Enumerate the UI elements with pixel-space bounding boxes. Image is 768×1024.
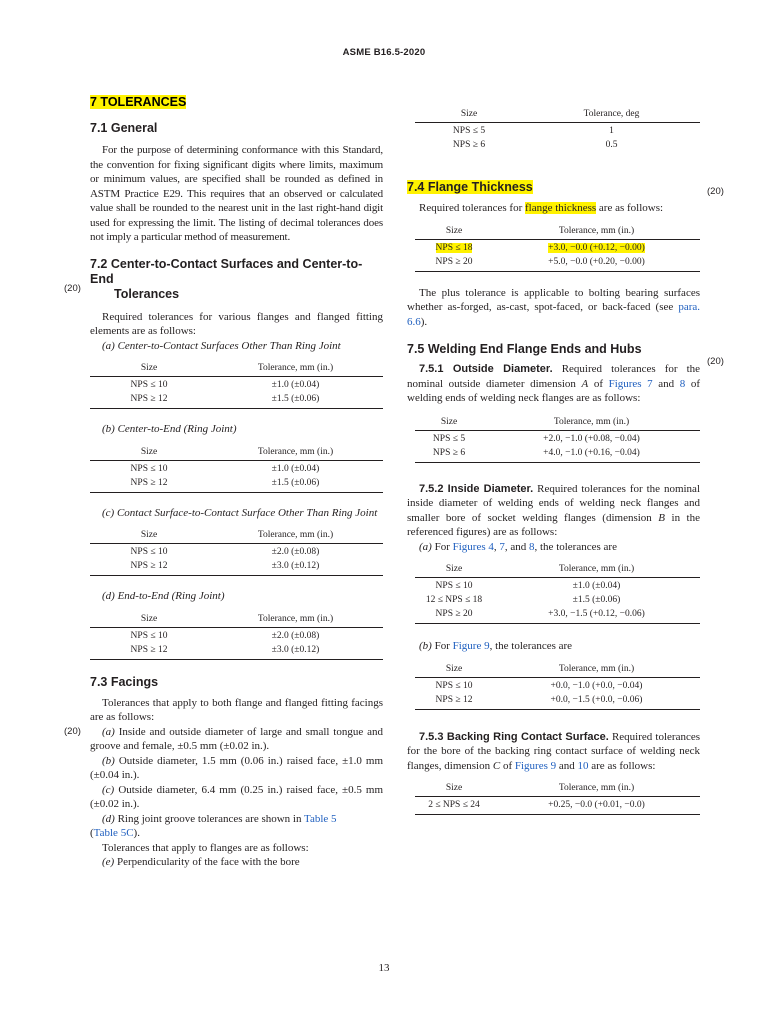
link-figure-9[interactable]: Figure 9	[452, 640, 490, 652]
table-cell: 12 ≤ NPS ≤ 18	[425, 595, 483, 605]
table-row	[415, 677, 700, 693]
link-table-5[interactable]: Table 5	[304, 812, 337, 825]
table-header-row	[90, 446, 383, 461]
item-7-3-a: (a) Inside and outside diameter of large and small tongue and groove and female, ±0.5 mm (±0.02 in.).	[90, 725, 383, 752]
table-header-row	[415, 563, 700, 578]
running-header: ASME B16.5-2020	[342, 47, 426, 58]
table-header-cell: Size	[90, 529, 208, 544]
table-row	[415, 239, 700, 255]
table-7-4	[415, 225, 700, 272]
table-cell: +0.25, −0.0 (+0.01, −0.0)	[493, 797, 700, 815]
table-row	[90, 544, 383, 560]
table-cell: NPS ≤ 5	[432, 433, 466, 444]
table-cell: +2.0, −1.0 (+0.08, −0.04)	[543, 433, 640, 444]
item-7-5-2-a: (a) For Figures 4, 7, and 8, the tolerances are	[419, 540, 617, 553]
table-cell: 2 ≤ NPS ≤ 24	[415, 797, 493, 815]
table-header-cell: Tolerance, mm (in.)	[208, 613, 383, 628]
item-7-3-b: (b) Outside diameter, 1.5 mm (0.06 in.) raised face, ±1.0 mm (±0.04 in.).	[90, 754, 384, 781]
right-column	[407, 108, 700, 815]
table-perpendicularity	[415, 108, 700, 154]
section-7-1-title: 7.1 General	[90, 121, 158, 135]
table-cell: NPS ≥ 20	[415, 607, 493, 624]
table-header-row	[90, 613, 383, 628]
table-7-2-d	[90, 613, 383, 660]
table-row	[415, 693, 700, 710]
table-header-cell: Tolerance, mm (in.)	[493, 663, 700, 678]
section-7-5-1-text: 7.5.1 Outside Diameter. Required tolerances for the nominal outside diameter dimension A of Figures 7 and 8 of welding ends of welding neck flanges are as follows:	[407, 363, 701, 404]
link-figures-7[interactable]: Figures 7	[608, 377, 653, 390]
table-header-cell: Size	[415, 225, 493, 240]
section-7-2-title: 7.2 Center-to-Contact Surfaces and Center-to-End Tolerances	[90, 256, 363, 301]
section-7-3-title: 7.3 Facings	[90, 674, 159, 689]
table-header-row	[415, 782, 700, 797]
table-7-5-3	[415, 782, 700, 815]
table-cell: ±3.0 (±0.12)	[208, 559, 383, 576]
table-cell: ±3.0 (±0.12)	[208, 643, 383, 660]
table-cell: NPS ≤ 10	[435, 680, 473, 691]
item-7-2-a: (a) Center-to-Contact Surfaces Other Than Ring Joint	[102, 339, 341, 352]
item-7-2-b: (b) Center-to-End (Ring Joint)	[102, 423, 237, 435]
section-7-3-flanges: Tolerances that apply to flanges are as follows:	[102, 841, 309, 854]
table-row	[90, 627, 383, 643]
table-cell: +4.0, −1.0 (+0.16, −0.04)	[483, 446, 700, 463]
item-7-3-e: (e) Perpendicularity of the face with the bore	[102, 856, 300, 868]
table-row	[90, 643, 383, 660]
section-7-1-text: For the purpose of determining conformance with this Standard, the convention for fixing significant digits where limits, maximum or minimum values, are specified shall be rounded as defined in ASTM Practice E29. This requires that an observed or calculated value shall be rounded to the nearest unit in the last right-hand digit used for expressing the limit. The listing of decimal tolerances does not imply a particular method of measurement.	[90, 144, 383, 243]
section-7-4-title: 7.4 Flange Thickness	[407, 180, 533, 194]
section-7-title: 7 TOLERANCES	[90, 95, 187, 109]
edition-mark-7-5: (20)	[707, 356, 724, 367]
table-header-cell: Tolerance, mm (in.)	[483, 416, 700, 431]
table-cell: NPS ≤ 10	[130, 547, 168, 557]
table-row	[90, 460, 383, 476]
table-7-2-b	[90, 446, 383, 493]
table-row	[415, 138, 700, 154]
item-7-2-d: (d) End-to-End (Ring Joint)	[102, 590, 225, 602]
table-cell: NPS ≤ 10	[435, 581, 473, 591]
table-cell: +3.0, −0.0 (+0.12, −0.00)	[548, 242, 645, 253]
table-cell: ±1.0 (±0.04)	[572, 581, 621, 591]
table-cell: NPS ≥ 12	[415, 693, 493, 710]
table-header-cell: Size	[90, 446, 208, 461]
table-cell: NPS ≥ 20	[415, 255, 493, 272]
left-column	[90, 95, 383, 870]
section-7-5-2-text: 7.5.2 Inside Diameter. Required tolerances for the nominal inside diameter of welding ends of welding neck flanges and smaller bore of socket welding flanges (dimension B in the referenced figures) are as follows:	[407, 482, 700, 538]
table-row	[90, 377, 383, 393]
table-row	[415, 123, 700, 139]
table-7-5-1	[415, 416, 700, 463]
table-cell: NPS ≥ 6	[452, 140, 486, 150]
table-cell: +0.0, −1.5 (+0.0, −0.06)	[493, 693, 700, 710]
table-header-cell: Tolerance, mm (in.)	[493, 782, 700, 797]
table-cell: NPS ≤ 18	[435, 242, 473, 253]
table-cell: NPS ≤ 10	[130, 380, 168, 390]
section-7-4-note: The plus tolerance is applicable to bolting bearing surfaces whether as-forged, as-cast, spot-faced, or back-faced (see para. 6.6).	[407, 286, 700, 328]
item-7-3-c: (c) Outside diameter, 6.4 mm (0.25 in.) raised face, ±0.5 mm (±0.02 in.).	[90, 783, 384, 810]
section-7-5-3-text: 7.5.3 Backing Ring Contact Surface. Required tolerances for the bore of the backing ring contact surface of welding neck flanges, dimension C of Figures 9 and 10 are as follows:	[407, 730, 701, 772]
edition-mark-7-4: (20)	[707, 186, 724, 197]
item-7-3-d: (d) Ring joint groove tolerances are shown in Table 5 (Table 5C).	[90, 812, 337, 839]
edition-mark-7-3: (20)	[64, 726, 81, 737]
table-row	[90, 392, 383, 409]
table-cell: NPS ≥ 12	[90, 392, 208, 409]
table-header-row	[415, 663, 700, 678]
table-header-row	[415, 108, 700, 123]
section-7-3-intro: Tolerances that apply to both flange and flanged fitting facings are as follows:	[90, 696, 383, 723]
table-header-cell: Size	[90, 613, 208, 628]
link-figure-10[interactable]: 10	[577, 759, 589, 772]
table-cell: ±2.0 (±0.08)	[271, 547, 320, 557]
table-header-row	[90, 529, 383, 544]
table-cell: 0.5	[605, 140, 618, 150]
table-header-cell: Size	[415, 663, 493, 678]
table-row	[415, 578, 700, 594]
page-number: 13	[378, 962, 390, 974]
item-7-2-c: (c) Contact Surface-to-Contact Surface Other Than Ring Joint	[102, 506, 378, 519]
table-row	[415, 446, 700, 463]
table-cell: ±2.0 (±0.08)	[271, 630, 320, 641]
section-7-2-intro: Required tolerances for various flanges and flanged fitting elements are as follows:	[90, 310, 383, 337]
table-header-cell: Tolerance, mm (in.)	[493, 563, 700, 578]
table-cell: NPS ≥ 12	[90, 643, 208, 660]
table-row	[90, 559, 383, 576]
table-cell: 1	[609, 126, 614, 136]
table-cell: NPS ≤ 5	[452, 126, 486, 136]
link-figure-8b[interactable]: 8	[529, 540, 535, 553]
link-figure-7[interactable]: 7	[499, 540, 505, 553]
table-7-2-a	[90, 362, 383, 409]
table-cell: ±1.5 (±0.06)	[572, 595, 621, 605]
table-header-cell: Size	[415, 782, 493, 797]
table-row	[415, 797, 700, 815]
link-figures-4[interactable]: Figures 4	[452, 540, 494, 553]
table-cell: ±1.5 (±0.06)	[208, 476, 383, 493]
edition-mark-7-2: (20)	[64, 283, 81, 294]
table-header-cell: Tolerance, mm (in.)	[208, 362, 383, 377]
table-header-cell: Tolerance, mm (in.)	[208, 529, 383, 544]
table-cell: +0.0, −1.0 (+0.0, −0.04)	[550, 680, 643, 691]
table-7-5-2-a	[415, 563, 700, 624]
table-7-5-2-b	[415, 663, 700, 710]
table-cell: NPS ≤ 10	[130, 463, 168, 474]
table-header-row	[90, 362, 383, 377]
table-header-cell: Size	[90, 362, 208, 377]
table-row	[415, 593, 700, 607]
link-table-5c[interactable]: Table 5C	[93, 827, 134, 839]
table-header-row	[415, 225, 700, 240]
table-cell: ±1.0 (±0.04)	[271, 380, 320, 390]
section-7-4-intro: Required tolerances for flange thickness are as follows:	[419, 202, 664, 214]
table-cell: ±1.0 (±0.04)	[271, 463, 320, 474]
table-row	[90, 476, 383, 493]
table-row	[415, 607, 700, 624]
table-7-2-c	[90, 529, 383, 576]
table-cell: NPS ≥ 12	[90, 559, 208, 576]
table-cell: NPS ≤ 10	[130, 630, 168, 641]
table-cell: NPS ≥ 12	[90, 476, 208, 493]
table-header-cell: Size	[415, 108, 523, 123]
link-para-6-6[interactable]: para. 6.6	[407, 301, 700, 328]
link-figure-8[interactable]: 8	[679, 377, 686, 390]
table-header-cell: Tolerance, mm (in.)	[208, 446, 383, 461]
item-7-5-2-b: (b) For Figure 9, the tolerances are	[419, 640, 573, 652]
table-header-cell: Size	[415, 416, 483, 431]
table-cell: NPS ≥ 6	[415, 446, 483, 463]
table-header-cell: Size	[415, 563, 493, 578]
table-header-cell: Tolerance, deg	[523, 108, 700, 123]
table-row	[415, 430, 700, 446]
table-cell: +5.0, −0.0 (+0.20, −0.00)	[493, 255, 700, 272]
table-header-cell: Tolerance, mm (in.)	[493, 225, 700, 240]
table-cell: +3.0, −1.5 (+0.12, −0.06)	[493, 607, 700, 624]
section-7-5-title: 7.5 Welding End Flange Ends and Hubs	[407, 342, 642, 356]
link-figures-9[interactable]: Figures 9	[514, 759, 557, 772]
table-header-row	[415, 416, 700, 431]
table-cell: ±1.5 (±0.06)	[208, 392, 383, 409]
table-row	[415, 255, 700, 272]
